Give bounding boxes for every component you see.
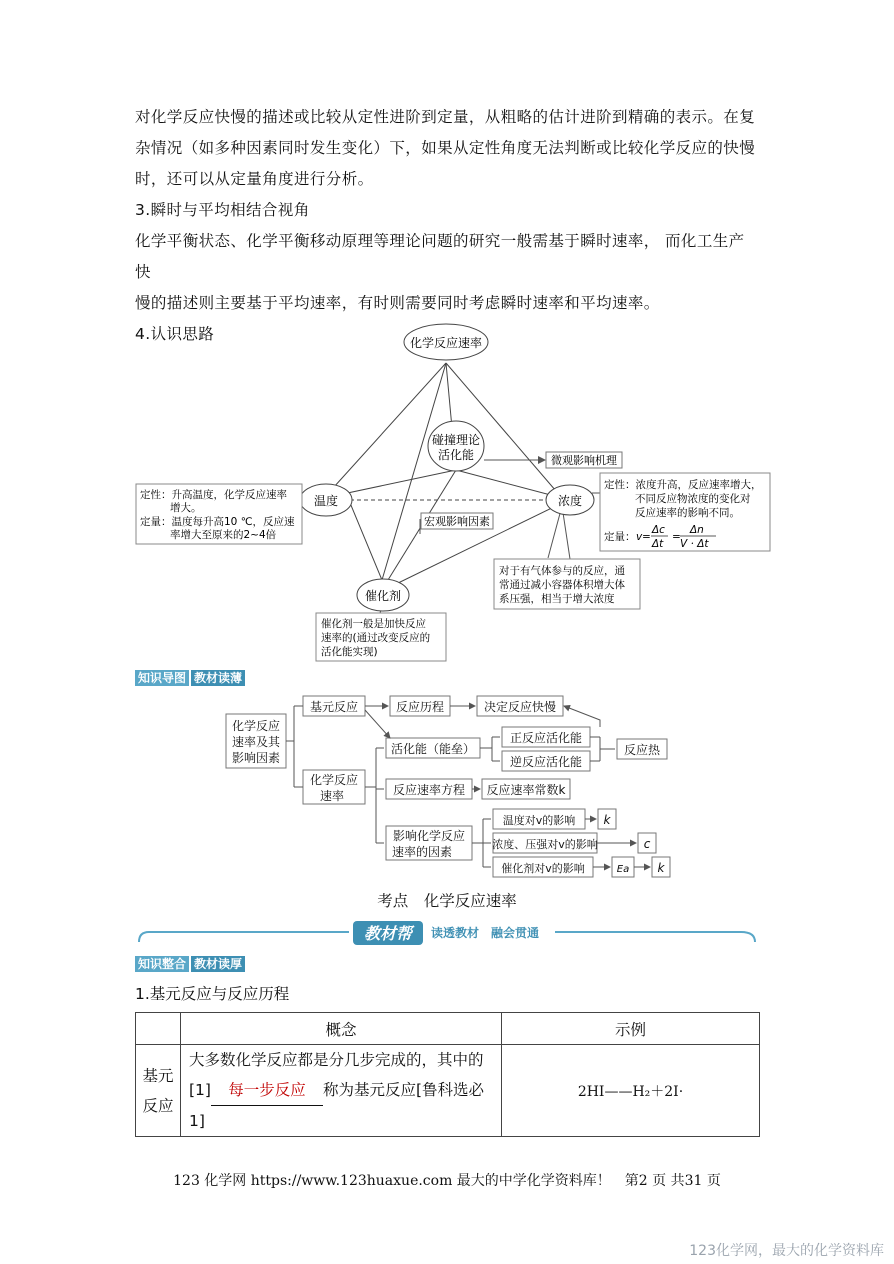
micro-label: 微观影响机理 [551, 454, 617, 467]
svg-text:=: = [642, 531, 651, 543]
reverse-activation-label: 逆反应活化能 [509, 755, 583, 769]
cell-text: 称为基元反应[鲁科选必 [322, 1081, 485, 1099]
root-label: 化学反应 [231, 719, 281, 733]
temperature-label: 温度 [313, 494, 339, 508]
note-line: 速率的(通过改变反应的 [321, 632, 431, 644]
reaction-heat-label: 反应热 [623, 743, 661, 757]
note-line: 定性：浓度升高，反应速率增大， [604, 479, 762, 491]
svg-text:v: v [636, 531, 643, 543]
text-line: 时，还可以从定量角度进行分析。 [135, 170, 374, 188]
svg-text:Δc: Δc [652, 524, 665, 536]
elementary-reaction-label: 基元反应 [309, 700, 359, 714]
activation-label: 活化能 [437, 448, 475, 462]
note-line: 常通过减小容器体积增大体 [499, 579, 625, 591]
factors-label: 影响化学反应 [392, 829, 466, 843]
collision-node-label: 碰撞理论 [431, 433, 481, 447]
factors-label: 速率的因素 [391, 845, 453, 859]
note-line: 不同反应物浓度的变化对 [635, 493, 751, 505]
reaction-rate-diagram [130, 318, 780, 663]
svg-text:=: = [672, 531, 681, 543]
row-header-line: 反应 [142, 1096, 174, 1115]
svg-text:Δn: Δn [690, 524, 704, 536]
text-line: 化学平衡状态、化学平衡移动原理等理论问题的研究一般需基于瞬时速率， 而化工生产快 [135, 232, 745, 281]
note-line: 对于有气体参与的反应，通 [499, 565, 625, 577]
section-title: 考点 化学反应速率 [377, 892, 517, 910]
note-line: 定量：温度每升高10 ℃，反应速 [140, 516, 295, 528]
intro-paragraph [135, 102, 760, 350]
table-header: 示例 [502, 1013, 760, 1045]
row-header-line: 基元 [142, 1066, 174, 1085]
tag-label: 知识导图 [135, 670, 189, 686]
note-line: 系压强，相当于增大浓度 [499, 593, 615, 605]
rate-constant-label: 反应速率常数k [486, 783, 566, 797]
watermark: 123化学网，最大的化学资料库 [689, 1243, 884, 1259]
rate-node-label: 化学反应速率 [409, 336, 483, 350]
fill-blank-answer: 每一步反应 [211, 1075, 323, 1106]
reaction-history-label: 反应历程 [395, 700, 445, 714]
table-corner [136, 1013, 181, 1045]
knowledge-map-tag [135, 670, 245, 686]
activation-energy-label: 活化能（能垒） [390, 742, 476, 756]
subsection-heading: 1.基元反应与反应历程 [135, 985, 290, 1003]
root-label: 速率及其 [231, 735, 281, 749]
svg-text:V · Δt: V · Δt [680, 538, 709, 550]
elementary-reaction-table [135, 1012, 760, 1137]
k-label: k [657, 861, 665, 875]
c-label: c [643, 837, 651, 851]
section-heading: 4.认识思路 [135, 325, 215, 343]
concept-map [220, 690, 680, 885]
decide-rate-label: 决定反应快慢 [483, 700, 557, 714]
cell-line [189, 1075, 497, 1106]
tag-label: 知识整合 [135, 956, 189, 972]
rate-equation-label: 反应速率方程 [392, 783, 466, 797]
text-line: 杂情况（如多种因素同时发生变化）下，如果从定性角度无法判断或比较化学反应的快慢 [135, 139, 756, 157]
note-line: 活化能实现) [321, 646, 378, 658]
catalyst-label: 催化剂 [364, 589, 402, 603]
table-cell [181, 1045, 502, 1137]
ea-label: Ea [616, 864, 630, 875]
catalyst-effect-label: 催化剂对v的影响 [501, 862, 585, 875]
banner-sub: 读透教材 融会贯通 [431, 926, 540, 940]
section-heading: 3.瞬时与平均相结合视角 [135, 201, 310, 219]
cell-line: 大多数化学反应都是分几步完成的，其中的 [189, 1051, 484, 1069]
note-line: 率增大至原来的2~4倍 [170, 529, 277, 541]
rate-label: 化学反应 [309, 773, 359, 787]
knowledge-integration-tag [135, 956, 245, 972]
note-line: 定量： [604, 531, 636, 543]
text-line: 对化学反应快慢的描述或比较从定性进阶到定量，从粗略的估计进阶到精确的表示。在复 [135, 108, 756, 126]
note-line: 增大。 [170, 502, 202, 514]
tag-label: 教材读厚 [191, 956, 245, 972]
note-line: 催化剂一般是加快反应 [321, 618, 426, 630]
note-line: 反应速率的影响不同。 [635, 507, 740, 519]
concentration-effect-label: 浓度、压强对v的影响 [492, 838, 598, 851]
page-footer: 123 化学网 https://www.123huaxue.com 最大的中学化学资料库！ 第2 页 共31 页 [173, 1173, 721, 1189]
table-header: 概念 [181, 1013, 502, 1045]
k-label: k [603, 813, 611, 827]
blank-number: [1] [189, 1081, 211, 1099]
banner-main: 教材帮 [363, 924, 413, 943]
forward-activation-label: 正反应活化能 [509, 731, 583, 745]
tag-label: 教材读薄 [191, 670, 245, 686]
textbook-banner [135, 918, 760, 948]
row-header [136, 1045, 181, 1137]
example-equation: 2HI——H₂＋2I· [502, 1045, 760, 1137]
rate-label: 速率 [320, 789, 345, 803]
root-label: 影响因素 [231, 751, 281, 765]
temperature-effect-label: 温度对v的影响 [502, 814, 576, 827]
cell-line: 1] [189, 1112, 205, 1130]
concentration-label: 浓度 [557, 494, 583, 508]
note-line: 定性：升高温度，化学反应速率 [140, 489, 287, 501]
macro-label: 宏观影响因素 [424, 515, 490, 528]
text-line: 慢的描述则主要基于平均速率，有时则需要同时考虑瞬时速率和平均速率。 [135, 294, 660, 312]
svg-text:Δt: Δt [652, 538, 664, 550]
